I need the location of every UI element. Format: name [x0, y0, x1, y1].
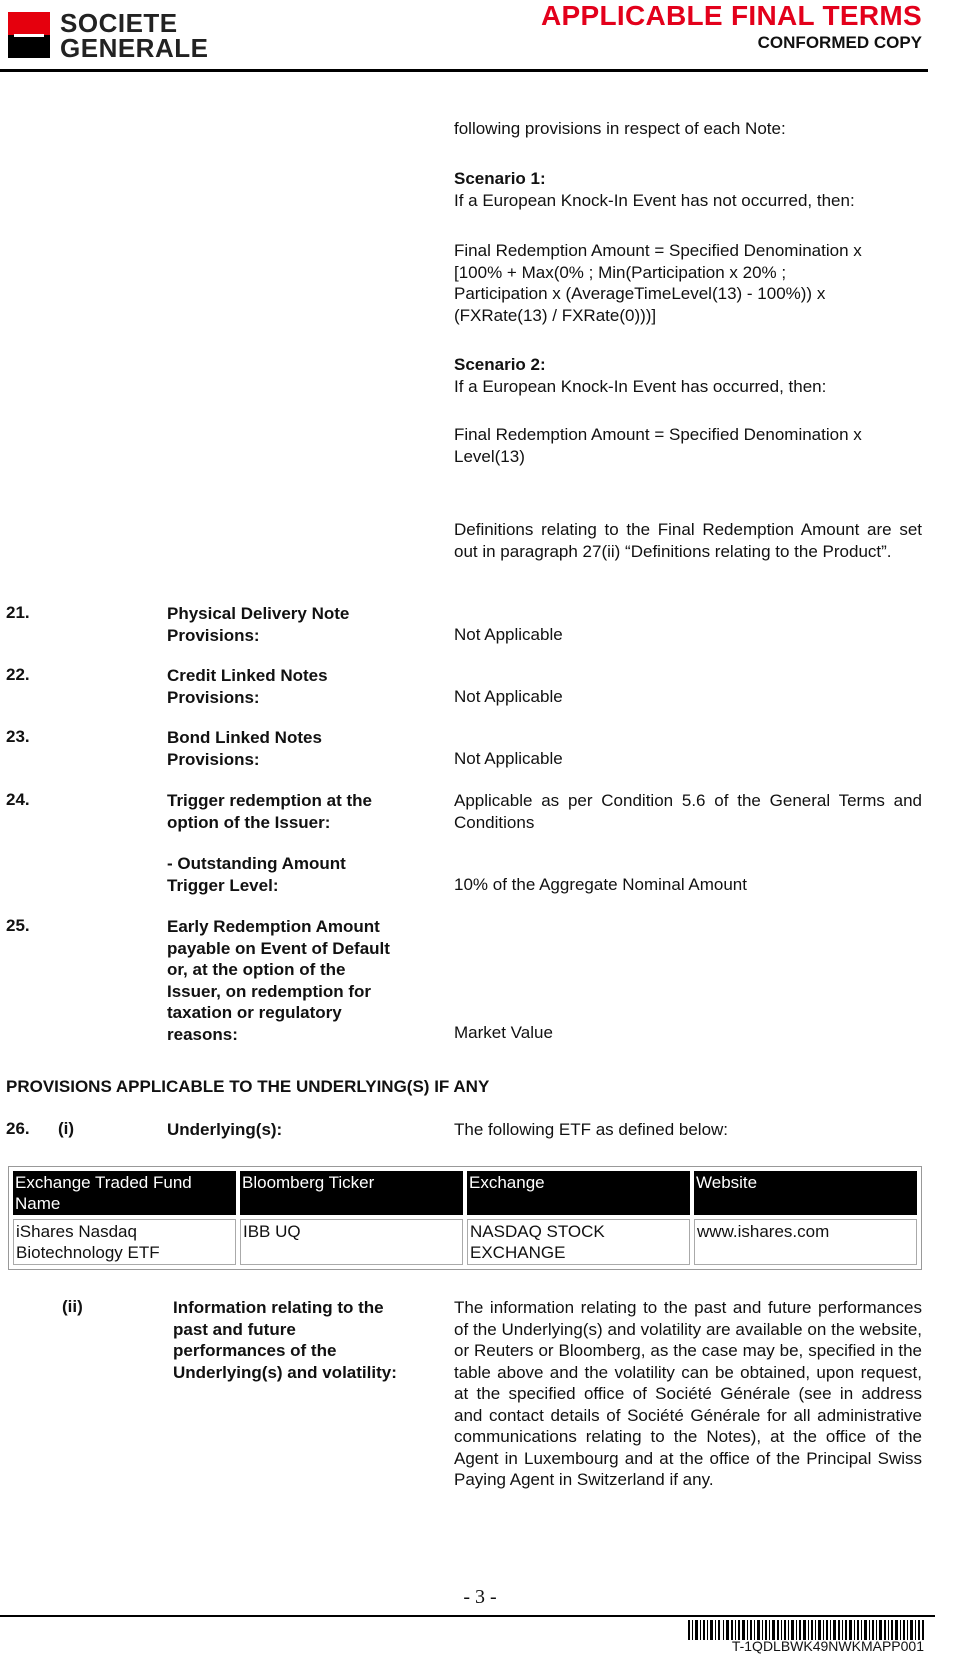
item-25-value: Market Value — [454, 1023, 553, 1042]
outstanding-amount-label: - Outstanding Amount Trigger Level: — [167, 854, 346, 895]
item-23-label: Bond Linked Notes Provisions: — [167, 728, 322, 769]
item-22-value: Not Applicable — [454, 687, 563, 706]
item-26ii-label: Information relating to the past and future performances of the Underlying(s) and volatility: — [173, 1298, 397, 1382]
item-21-number: 21. — [6, 603, 30, 622]
item-24-value: Applicable as per Condition 5.6 of the General Terms and Conditions — [454, 791, 922, 832]
document-reference: T-1QDLBWK49NWKMAPP001 — [731, 1638, 924, 1654]
table-header-row — [13, 1171, 917, 1215]
section-title: PROVISIONS APPLICABLE TO THE UNDERLYING(S) IF ANY — [6, 1077, 490, 1096]
scenario-1-condition: If a European Knock-In Event has not occurred, then: — [454, 190, 855, 210]
item-21-label: Physical Delivery Note Provisions: — [167, 604, 350, 645]
scenario-2-formula: Final Redemption Amount = Specified Denomination x Level(13) — [454, 425, 862, 466]
scenario-2 — [454, 354, 922, 397]
table-header-cell: Exchange — [467, 1171, 690, 1215]
outstanding-amount-value: 10% of the Aggregate Nominal Amount — [454, 875, 747, 894]
item-22-number: 22. — [6, 665, 30, 684]
table-cell: IBB UQ — [240, 1219, 463, 1265]
scenario-2-title: Scenario 2: — [454, 355, 546, 374]
table-header-cell: Bloomberg Ticker — [240, 1171, 463, 1215]
scenario-1-title: Scenario 1: — [454, 169, 546, 188]
item-26ii-value: The information relating to the past and future performances of the Underlying(s) and volatility are available on the website, or Reuters or Bloomberg, as the case may be, specified in the table above and the volatility can be obtained, upon request, at the specified office of Société Générale (see in address and contact details of Société Générale for all administrative communications relating to the Notes), at the office of the Agent in Luxembourg and at the office of the Principal Swiss Paying Agent in Switzerland if any. — [454, 1298, 922, 1489]
table-row — [13, 1219, 917, 1265]
item-23-value: Not Applicable — [454, 749, 563, 768]
item-22-label: Credit Linked Notes Provisions: — [167, 666, 328, 707]
item-26-value: The following ETF as defined below: — [454, 1120, 729, 1139]
item-25-number: 25. — [6, 916, 30, 935]
scenario-1 — [454, 168, 922, 211]
table-cell: NASDAQ STOCK EXCHANGE — [467, 1219, 690, 1265]
scenario-2-condition: If a European Knock-In Event has occurred, then: — [454, 376, 827, 396]
scenario-1-formula: Final Redemption Amount = Specified Denomination x [100% + Max(0% ; Min(Participation x 20% ; Participation x (AverageTimeLevel(13) - 100%)) x (FXRate(13) / FXRate(0)))] — [454, 241, 862, 325]
item-25-label: Early Redemption Amount payable on Event of Default or, at the option of the Issuer, on redemption for taxation or regulatory reasons: — [167, 917, 390, 1044]
intro-text: following provisions in respect of each Note: — [454, 119, 786, 138]
document-title: APPLICABLE FINAL TERMS — [541, 0, 922, 31]
footer-rule — [0, 1615, 935, 1617]
page-number: - 3 - — [463, 1586, 497, 1608]
item-26-number: 26. — [6, 1119, 30, 1138]
barcode-icon — [688, 1620, 924, 1640]
item-23-number: 23. — [6, 727, 30, 746]
logo-text: SOCIETE GENERALE — [60, 8, 209, 63]
item-24-number: 24. — [6, 790, 30, 809]
header-rule — [0, 69, 928, 72]
item-21-value: Not Applicable — [454, 625, 563, 644]
table-cell: iShares Nasdaq Biotechnology ETF — [13, 1219, 236, 1265]
item-26-sub: (i) — [58, 1119, 75, 1138]
underlying-table — [8, 1166, 922, 1270]
societe-generale-logo-icon — [8, 12, 50, 58]
document-subtitle: CONFORMED COPY — [757, 33, 922, 52]
item-26-label: Underlying(s): — [167, 1120, 283, 1139]
item-24-label: Trigger redemption at the option of the Issuer: — [167, 791, 372, 832]
table-header-cell: Exchange Traded Fund Name — [13, 1171, 236, 1215]
table-header-cell: Website — [694, 1171, 917, 1215]
item-26ii-sub: (ii) — [62, 1297, 83, 1316]
table-cell: www.ishares.com — [694, 1219, 917, 1265]
definitions-text: Definitions relating to the Final Redemption Amount are set out in paragraph 27(ii) “Definitions relating to the Product”. — [454, 520, 922, 561]
